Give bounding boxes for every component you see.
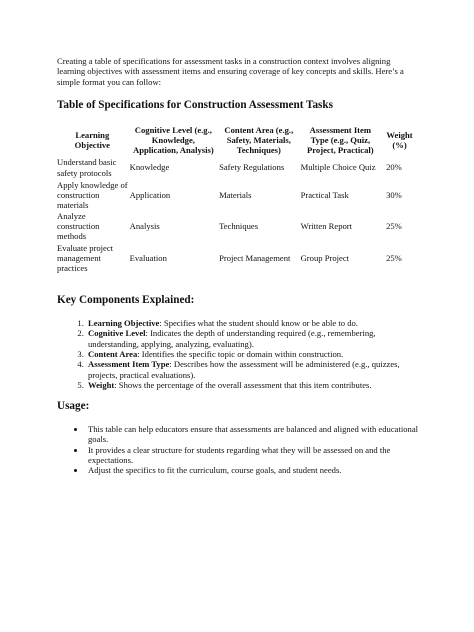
intro-paragraph: Creating a table of specifications for assessment tasks in a construction context involves aligning learning objectives with assessment items and ensuring coverage of key concepts and skills. Here’s a simple format you can follow: — [57, 56, 404, 87]
cell-item-type: Practical Task — [300, 189, 349, 200]
term: Content Area — [88, 349, 138, 359]
key-components-list — [57, 318, 419, 390]
cell-content-area: Techniques — [219, 221, 259, 231]
list-item — [86, 380, 419, 390]
cell-weight: 20% — [386, 162, 402, 173]
list-item — [86, 349, 419, 359]
list-item: • Adjust the specifics to fit the curriculum, course goals, and student needs. — [86, 465, 419, 475]
cell-item-type: Group Project — [300, 253, 350, 263]
header-assessment-item-type: Assessment Item Type (e.g., Quiz, Project, Practical) — [307, 124, 374, 156]
list-item — [86, 328, 419, 349]
document-body — [57, 56, 419, 476]
cell-objective: Understand basic safety protocols — [57, 157, 117, 178]
usage-list — [57, 424, 419, 475]
term: Cognitive Level — [88, 328, 146, 339]
definition: : Shows the percentage of the overall assessment that this item contributes. — [114, 379, 372, 390]
cell-content-area: Materials — [219, 189, 252, 200]
list-item: • This table can help educators ensure that assessments are balanced and aligned with educational goals. — [86, 424, 419, 445]
cell-weight: 25% — [386, 221, 402, 231]
term: Assessment Item Type — [88, 359, 170, 370]
specifications-table — [57, 125, 419, 274]
cell-item-type: Written Report — [300, 221, 353, 231]
cell-cognitive-level: Application — [129, 189, 171, 200]
header-content-area: Content Area (e.g., Safety, Materials, Techniques) — [224, 124, 294, 156]
cell-objective: Analyze construction methods — [57, 210, 100, 242]
header-weight: Weight (%) — [386, 129, 413, 151]
cell-content-area: Project Management — [219, 253, 291, 263]
cell-content-area: Safety Regulations — [219, 162, 285, 173]
definition: : Specifies what the student should know or be able to do. — [159, 318, 358, 329]
cell-weight: 25% — [386, 253, 402, 263]
cell-objective: Evaluate project management practices — [57, 242, 114, 274]
definition: : Identifies the specific topic or domain within construction. — [137, 349, 344, 359]
table-row — [57, 156, 419, 180]
list-item: • It provides a clear structure for students regarding what they will be assessed on and the expectations. — [86, 445, 419, 466]
table-row — [57, 210, 419, 242]
cell-cognitive-level: Evaluation — [129, 253, 167, 263]
list-item — [86, 359, 419, 380]
definition: : Indicates the depth of understanding required (e.g., remembering, understanding, applying, analyzing, evaluating). — [88, 328, 376, 349]
cell-cognitive-level: Knowledge — [129, 162, 170, 173]
term: Learning Objective — [88, 318, 160, 329]
table-header-row — [57, 125, 419, 156]
term: Weight — [88, 379, 115, 390]
definition: : Describes how the assessment will be administered (e.g., quizzes, projects, practical evaluations). — [88, 359, 400, 380]
cell-weight: 30% — [386, 189, 402, 200]
cell-objective: Apply knowledge of construction materials — [57, 179, 128, 210]
key-components-heading: Key Components Explained: — [57, 294, 195, 307]
usage-heading: Usage: — [57, 400, 90, 413]
table-row — [57, 180, 419, 211]
cell-cognitive-level: Analysis — [129, 221, 160, 231]
header-cognitive-level: Cognitive Level (e.g., Knowledge, Application, Analysis) — [132, 124, 214, 156]
table-row — [57, 242, 419, 274]
cell-item-type: Multiple Choice Quiz — [300, 162, 376, 173]
table-heading: Table of Specifications for Construction Assessment Tasks — [57, 98, 333, 111]
header-learning-objective: Learning Objective — [74, 129, 110, 151]
list-item — [86, 318, 419, 328]
